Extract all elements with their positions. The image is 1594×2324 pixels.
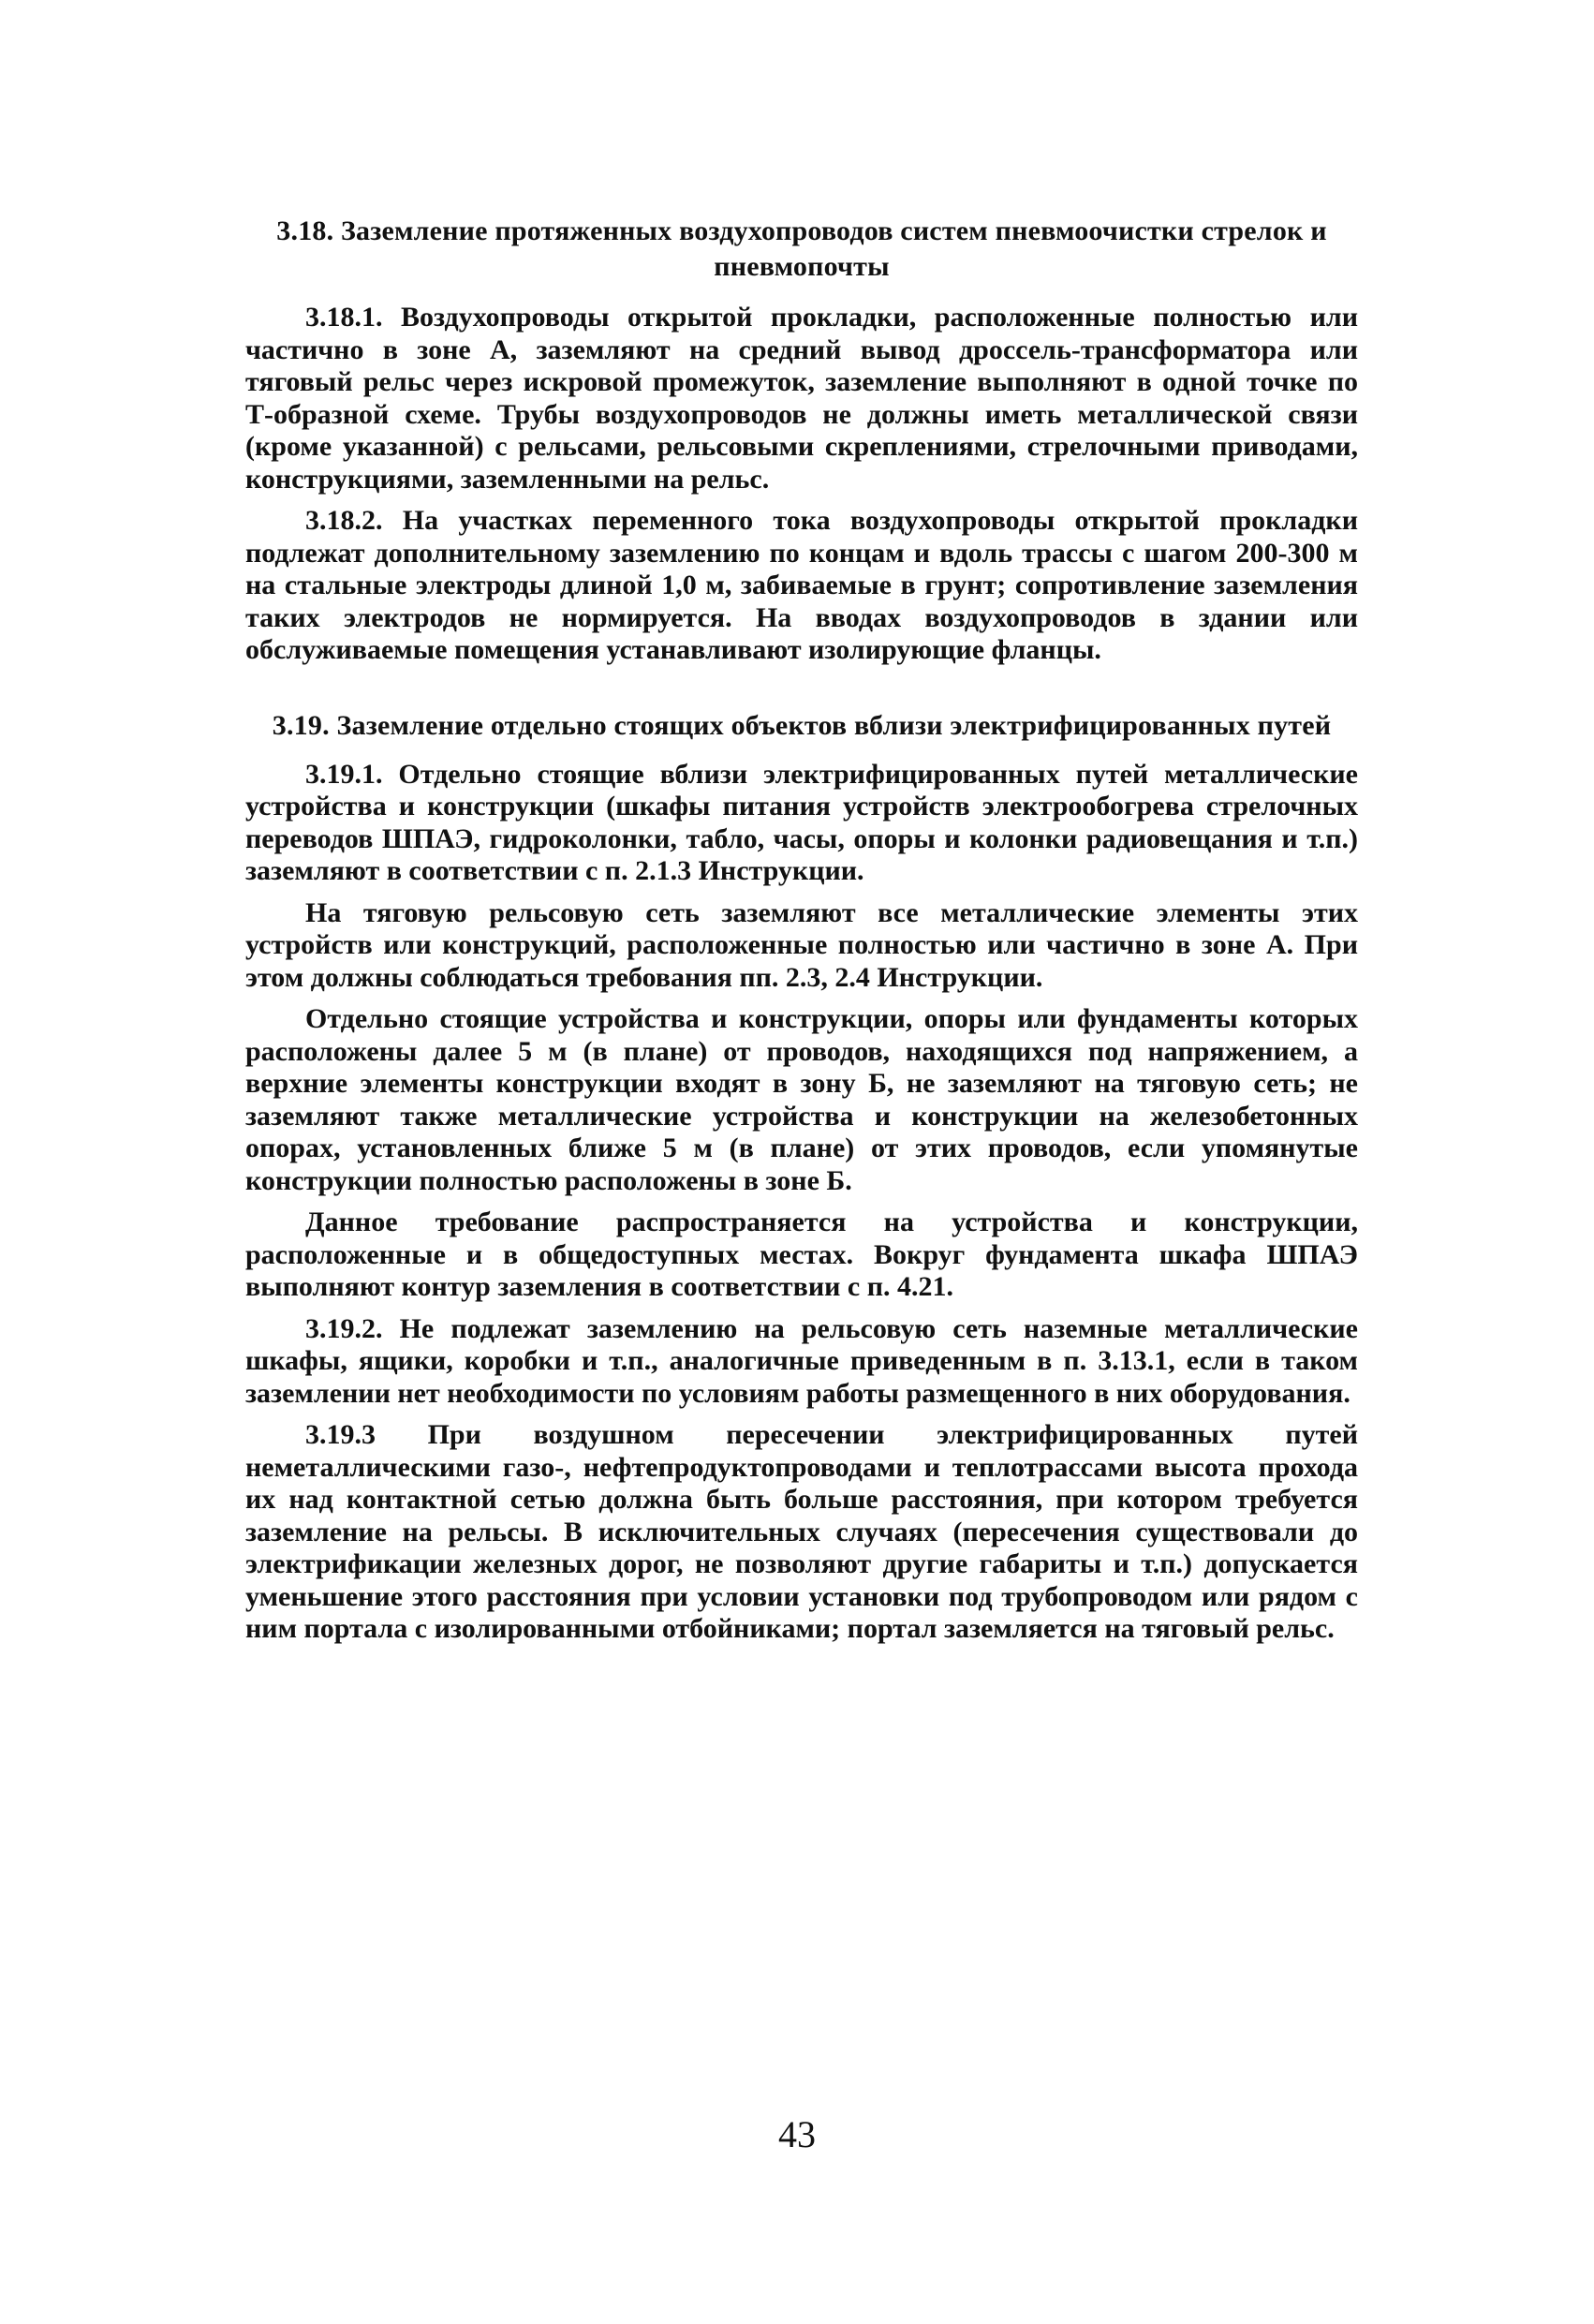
paragraph-traction-grounding: На тяговую рельсовую сеть заземляют все металлические элементы этих устройств или конструкций, расположенные полностью или частично в зоне А. При этом должны соблюдаться требования пп. 2.3, 2.4 Инструкции. — [245, 896, 1358, 993]
page-number: 43 — [778, 2113, 816, 2155]
paragraph-3-18-1: 3.18.1. Воздухопроводы открытой прокладки, расположенные полностью или частично в зоне А, заземляют на средний вывод дроссель-трансформатора или тяговый рельс через искровой промежуток, заземление выполняют в одной точке по Т-образной схеме. Трубы воздухопроводов не должны иметь металлической связи (кроме указанной) с рельсами, рельсовыми скреплениями, стрелочными приводами, конструкциями, заземленными на рельс. — [245, 302, 1358, 495]
paragraph-3-19-3: 3.19.3 При воздушном пересечении электрифицированных путей неметаллическими газо-, нефтепродуктопроводами и теплотрассами высота прохода их над контактной сетью должна быть больше расстояния, при котором требуется заземление на рельсы. В исключительных случаях (пересечения существовали до электрификации железных дорог, не позволяют другие габариты и т.п.) допускается уменьшение этого расстояния при условии установки под трубопроводом или рядом с ним портала с изолированными отбойниками; портал заземляется на тяговый рельс. — [245, 1419, 1358, 1644]
paragraph-3-18-2: 3.18.2. На участках переменного тока воздухопроводы открытой прокладки подлежат дополнительному заземлению по концам и вдоль трассы с шагом 200-300 м на стальные электроды длиной 1,0 м, забиваемые в грунт; сопротивление заземления таких электродов не нормируется. На вводах воздухопроводов в здании или обслуживаемые помещения устанавливают изолирующие фланцы. — [245, 505, 1358, 665]
paragraph-free-standing-devices: Отдельно стоящие устройства и конструкции, опоры или фундаменты которых расположены далее 5 м (в плане) от проводов, находящихся под напряжением, а верхние элементы конструкции входят в зону Б, не заземляют на тяговую сеть; не заземляют также металлические устройства и конструкции на железобетонных опорах, установленных ближе 5 м (в плане) от этих проводов, если упомянутые конструкции полностью расположены в зоне Б. — [245, 1003, 1358, 1196]
section-3-19-heading: 3.19. Заземление отдельно стоящих объектов вблизи электрифицированных путей — [272, 709, 1332, 741]
paragraph-3-19-2: 3.19.2. Не подлежат заземлению на рельсовую сеть наземные металлические шкафы, ящики, коробки и т.п., аналогичные приведенным в п. 3.13.1, если в таком заземлении нет необходимости по условиям работы размещенного в них оборудования. — [245, 1312, 1358, 1409]
section-3-18-heading: 3.18. Заземление протяженных воздухопроводов систем пневмоочистки стрелок и пневмопочты — [276, 215, 1327, 282]
paragraph-public-places: Данное требование распространяется на устройства и конструкции, расположенные и в общедоступных местах. Вокруг фундамента шкафа ШПАЭ выполняют контур заземления в соответствии с п. 4.21. — [245, 1206, 1358, 1302]
paragraph-3-19-1: 3.19.1. Отдельно стоящие вблизи электрифицированных путей металлические устройства и конструкции (шкафы питания устройств электрообогрева стрелочных переводов ШПАЭ, гидроколонки, табло, часы, опоры и колонки радиовещания и т.п.) заземляют в соответствии с п. 2.1.3 Инструкции. — [245, 758, 1358, 886]
text-column — [245, 214, 1358, 1655]
